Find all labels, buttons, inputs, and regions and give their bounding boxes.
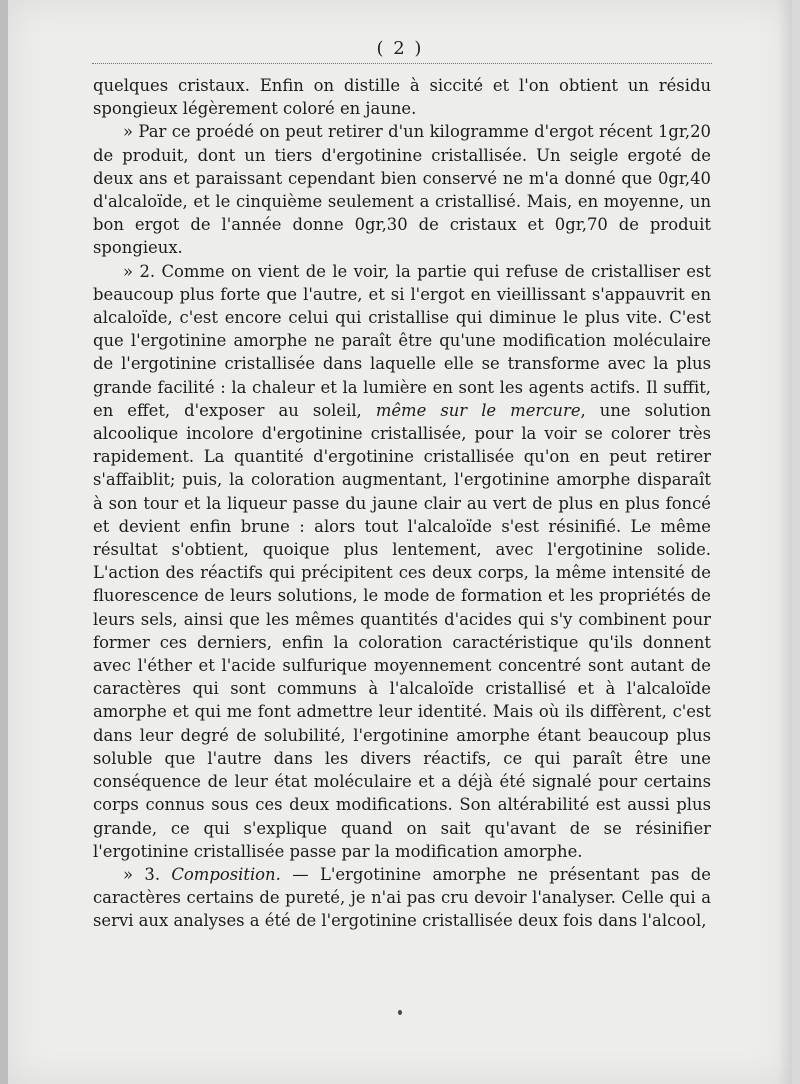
paragraph-4-text-before: » 3. — [123, 864, 172, 884]
paragraph-2-text: » Par ce proédé on peut retirer d'un kilogramme d'ergot récent 1gr,20 de produit, dont un tiers d'ergotinine cristallisée. Un seigle ergoté de deux ans et paraissant cependant bien conservé ne m'a donné que 0gr,40 d'alcaloïde, et le cinquième seulement a cristallisé. Mais, en moyenne, un bon ergot de l'année donne 0gr,30 de cristaux et 0gr,70 de produit spongieux. — [93, 122, 711, 258]
paragraph-3-text-after: , une solution alcoolique incolore d'ergotinine cristallisée, pour la voir se colorer très rapidement. La quantité d'ergotinine cristallisée qu'on en peut retirer s'affaiblit; puis, la coloration augmentant, l'ergotinine amorphe disparaît à son tour et la liqueur passe du jaune clair au vert de plus en plus foncé et devient enfin brune : alors tout l'alcaloïde s'est résinifié. Le même résultat s'obtient, quoique plus lentement, avec l'ergotinine solide. L'action des réactifs qui précipitent ces deux corps, la même intensité de fluorescence de leurs solutions, le mode de formation et les propriétés de leurs sels, ainsi que les mêmes quantités d'acides qui s'y combinent pour former ces derniers, enfin la coloration caractéristique qu'ils donnent avec l'éther et l'acide sulfurique moyennement concentré sont autant de caractères qui sont communs à l'alcaloïde cristallisé et à l'alcaloïde amorphe et qui me font admettre leur identité. Mais où ils diffèrent, c'est dans leur degré de solubilité, l'ergotinine amorphe étant beaucoup plus soluble que l'autre dans les divers réactifs, ce qui paraît être une conséquence de leur état moléculaire et a déjà été signalé pour certains corps connus sous ces deux modifications. Son altérabilité est aussi plus grande, ce qui s'explique quand on sait qu'avant de se résinifier l'ergotinine cristallisée passe par la modification amorphe. — [93, 400, 711, 861]
paragraph-4-text-after: — L'ergotinine amorphe ne présentant pas de caractères certains de pureté, je n'ai pas cru devoir l'analyser. Celle qui a servi aux analyses a été de l'ergotinine cristallisée deux fois dans l'alcool, — [93, 864, 711, 931]
page-number: ( 2 ) — [376, 38, 424, 59]
paragraph-2 — [93, 120, 711, 259]
paragraph-4-italic: Composition. — [171, 864, 281, 884]
body-text — [93, 74, 711, 933]
paragraph-1-text: quelques cristaux. Enfin on distille à siccité et l'on obtient un résidu spongieux légèrement coloré en jaune. — [93, 76, 711, 119]
paragraph-3 — [93, 260, 711, 863]
paragraph-1 — [93, 74, 711, 120]
paragraph-4 — [93, 863, 711, 933]
header-rule — [92, 63, 712, 64]
ink-fleck — [398, 1010, 402, 1015]
paragraph-3-italic: même sur le mercure — [375, 400, 581, 420]
scan-edge — [0, 0, 8, 1084]
paragraph-3-text-before: » 2. Comme on vient de le voir, la partie qui refuse de cristalliser est beaucoup plus forte que l'autre, et si l'ergot en vieillissant s'appauvrit en alcaloïde, c'est encore celui qui cristallise qui diminue le plus vite. C'est que l'ergotinine amorphe ne paraît être qu'une modification moléculaire de l'ergotinine cristallisée dans laquelle elle se transforme avec la plus grande facilité : la chaleur et la lumière en sont les agents actifs. Il suffit, en effet, d'exposer au soleil, — [93, 261, 711, 420]
document-page — [8, 0, 792, 1084]
